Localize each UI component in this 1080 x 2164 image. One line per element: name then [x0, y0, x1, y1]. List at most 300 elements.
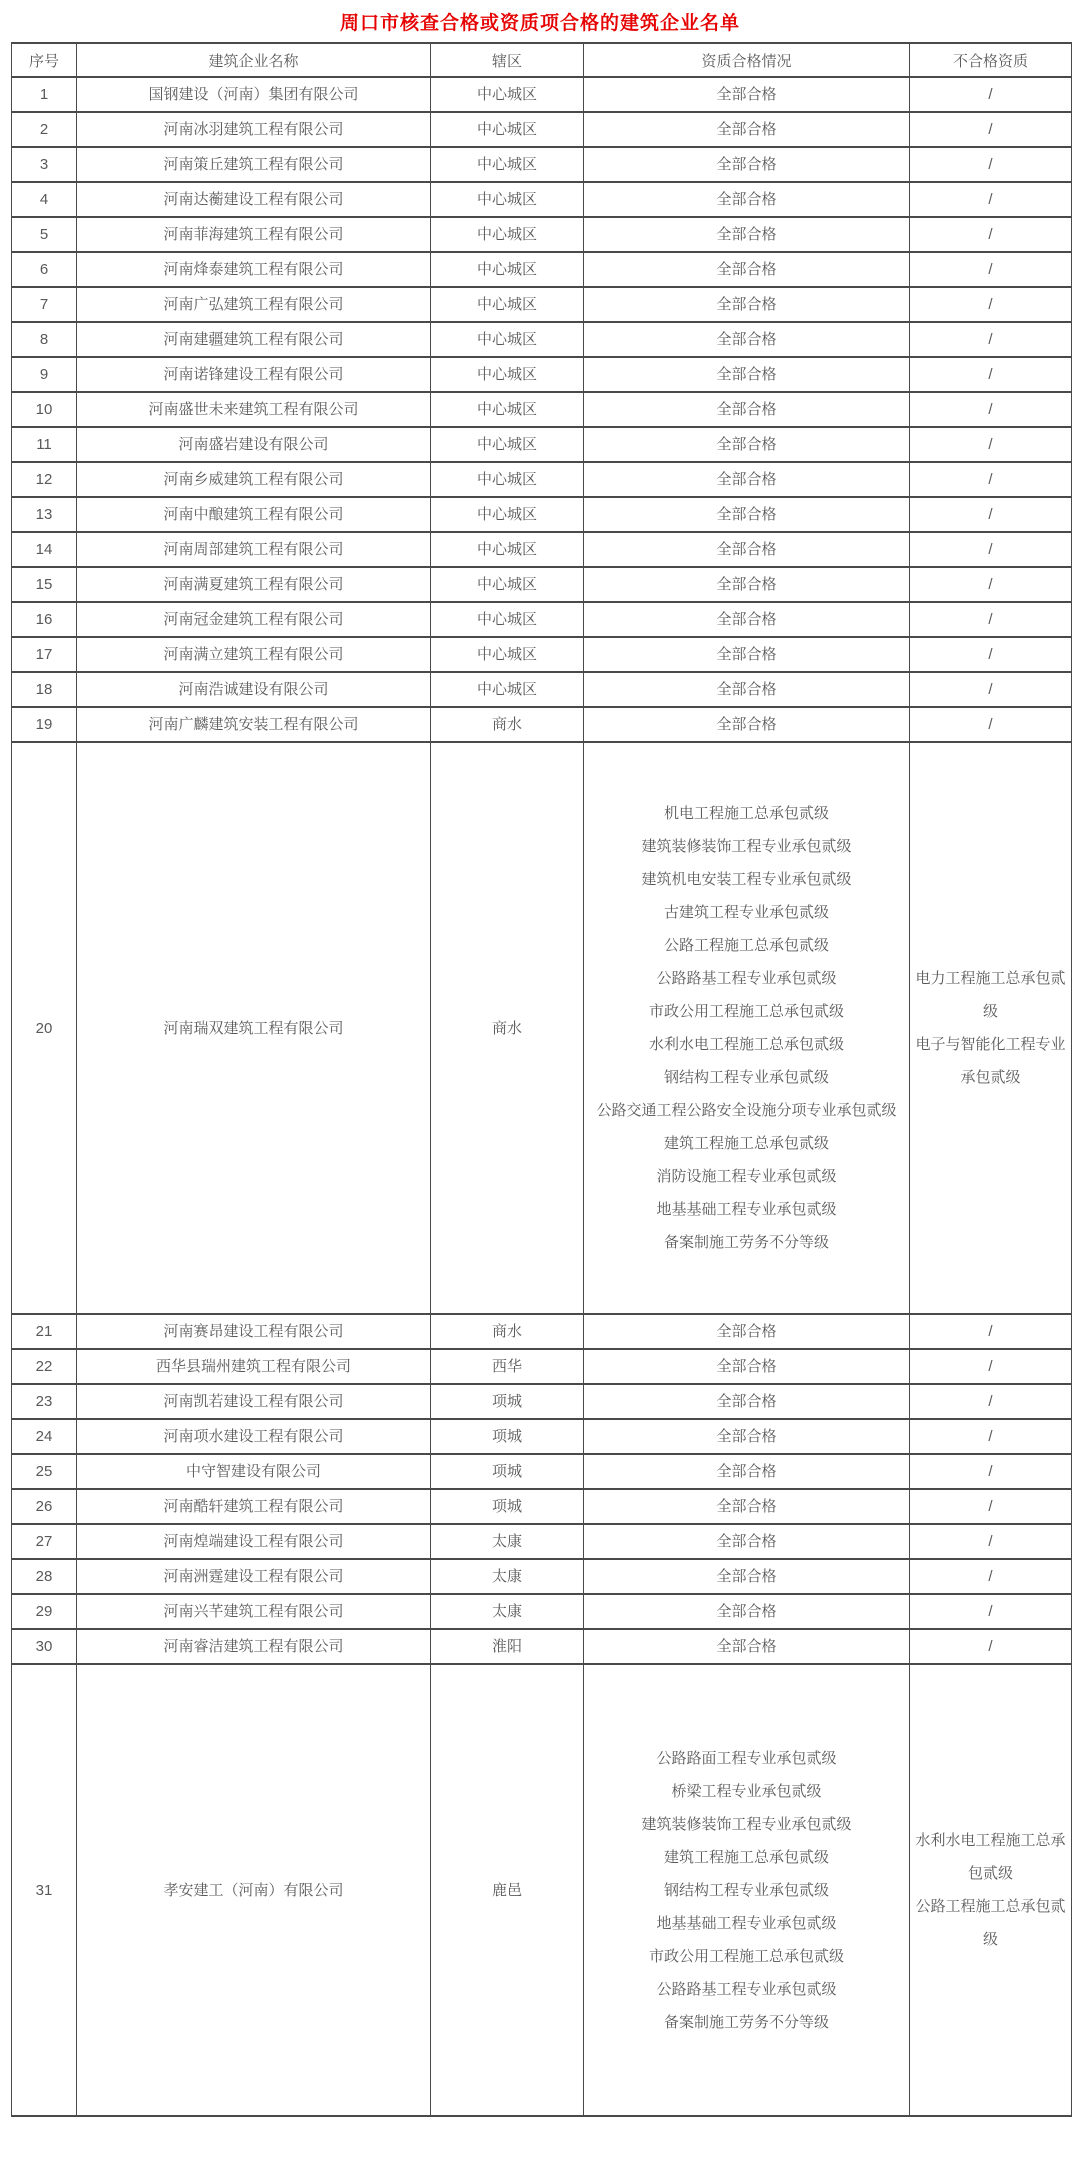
row-qualified-line: 全部合格 [716, 401, 777, 418]
row-company-name-line: 河南睿洁建筑工程有限公司 [163, 1638, 344, 1655]
row-district-line: 太康 [491, 1603, 522, 1620]
row-qualified-line: 全部合格 [716, 366, 777, 383]
row-company-name [77, 1594, 431, 1629]
row-serial-number [12, 742, 77, 1314]
row-district [431, 602, 584, 637]
row-unqualified-line: / [988, 681, 993, 698]
row-unqualified-line: / [988, 366, 993, 383]
row-district-line: 商水 [491, 1323, 522, 1340]
row-unqualified [910, 1489, 1072, 1524]
row-district-line: 项城 [491, 1393, 522, 1410]
row-company-name [77, 217, 431, 252]
row-serial-number-line: 8 [39, 331, 49, 348]
row-serial-number [12, 637, 77, 672]
row-qualified [584, 77, 910, 112]
row-serial-number-line: 26 [35, 1498, 53, 1515]
row-qualified-line: 公路路面工程专业承包贰级 [656, 1749, 837, 1767]
row-qualified [584, 1664, 910, 2116]
row-district [431, 1594, 584, 1629]
row-company-name [77, 567, 431, 602]
table-row [12, 392, 1072, 427]
row-serial-number [12, 147, 77, 182]
row-qualified [584, 1629, 910, 1664]
row-qualified-line: 全部合格 [716, 471, 777, 488]
row-company-name [77, 1489, 431, 1524]
row-district [431, 357, 584, 392]
row-district [431, 462, 584, 497]
row-company-name-line: 河南冰羽建筑工程有限公司 [163, 121, 344, 138]
row-serial-number [12, 1419, 77, 1454]
row-company-name-line: 河南广弘建筑工程有限公司 [163, 296, 344, 313]
row-unqualified [910, 532, 1072, 567]
row-unqualified [910, 672, 1072, 707]
table-row [12, 252, 1072, 287]
row-district-line: 中心城区 [476, 156, 537, 173]
row-company-name [77, 602, 431, 637]
row-district-line: 商水 [491, 716, 522, 733]
row-qualified-line: 全部合格 [716, 331, 777, 348]
row-company-name-line: 中守智建设有限公司 [185, 1463, 321, 1480]
row-unqualified-line: / [988, 436, 993, 453]
row-district-line: 中心城区 [476, 366, 537, 383]
row-unqualified-line: / [988, 191, 993, 208]
row-company-name [77, 392, 431, 427]
row-qualified [584, 252, 910, 287]
row-company-name-line: 河南满立建筑工程有限公司 [163, 646, 344, 663]
table-row [12, 1419, 1072, 1454]
row-district [431, 112, 584, 147]
table-row [12, 1594, 1072, 1629]
row-qualified [584, 602, 910, 637]
row-qualified [584, 287, 910, 322]
row-district-line: 项城 [491, 1428, 522, 1445]
row-company-name-line: 河南策丘建筑工程有限公司 [163, 156, 344, 173]
row-company-name-line: 河南烽泰建筑工程有限公司 [163, 261, 344, 278]
row-qualified-line: 全部合格 [716, 1498, 777, 1515]
row-qualified [584, 1594, 910, 1629]
row-unqualified [910, 217, 1072, 252]
row-serial-number-line: 11 [36, 436, 52, 453]
row-district [431, 182, 584, 217]
row-qualified-line: 古建筑工程专业承包贰级 [663, 904, 829, 921]
row-district-line: 中心城区 [476, 506, 537, 523]
table-header-row [12, 43, 1072, 77]
row-unqualified-line: / [988, 471, 993, 488]
row-qualified [584, 1524, 910, 1559]
row-qualified-line: 市政公用工程施工总承包贰级 [648, 1003, 844, 1020]
row-unqualified-line: / [988, 1603, 993, 1620]
row-serial-number [12, 1349, 77, 1384]
row-company-name [77, 1314, 431, 1349]
row-qualified-line: 机电工程施工总承包贰级 [663, 805, 829, 822]
row-district [431, 322, 584, 357]
header-company-name: 建筑企业名称 [77, 43, 431, 77]
row-district-line: 西华 [491, 1358, 522, 1375]
row-company-name [77, 707, 431, 742]
row-district-line: 太康 [491, 1568, 522, 1585]
row-qualified-line: 全部合格 [716, 1533, 777, 1550]
row-serial-number-line: 1 [39, 86, 49, 103]
table-row [12, 532, 1072, 567]
row-unqualified [910, 1314, 1072, 1349]
row-company-name [77, 322, 431, 357]
row-company-name-line: 西华县瑞州建筑工程有限公司 [155, 1358, 351, 1375]
row-qualified [584, 1384, 910, 1419]
row-qualified-line: 消防设施工程专业承包贰级 [656, 1168, 837, 1185]
row-qualified-line: 建筑机电安装工程专业承包贰级 [641, 871, 852, 888]
row-unqualified-line: / [988, 401, 993, 418]
row-company-name [77, 1559, 431, 1594]
table-row [12, 637, 1072, 672]
row-serial-number [12, 357, 77, 392]
row-serial-number [12, 77, 77, 112]
row-serial-number [12, 1629, 77, 1664]
table-row [12, 567, 1072, 602]
row-qualified-line: 公路路基工程专业承包贰级 [656, 1980, 837, 1998]
row-company-name [77, 112, 431, 147]
row-serial-number [12, 217, 77, 252]
row-company-name-line: 河南建疆建筑工程有限公司 [163, 331, 344, 348]
row-company-name-line: 河南菲海建筑工程有限公司 [163, 226, 344, 243]
row-unqualified-line: / [988, 1323, 993, 1340]
row-district-line: 中心城区 [476, 611, 537, 628]
row-company-name [77, 147, 431, 182]
row-company-name [77, 1454, 431, 1489]
row-unqualified-line: 电子与智能化工程专业承包贰级 [915, 1036, 1066, 1086]
row-unqualified [910, 182, 1072, 217]
row-district-line: 中心城区 [476, 471, 537, 488]
row-qualified [584, 532, 910, 567]
row-company-name-line: 河南赛昂建设工程有限公司 [163, 1323, 344, 1340]
table-row [12, 427, 1072, 462]
row-serial-number-line: 17 [35, 646, 53, 663]
row-qualified-line: 全部合格 [716, 86, 777, 103]
row-company-name-line: 河南诺锋建设工程有限公司 [163, 366, 344, 383]
row-company-name [77, 497, 431, 532]
row-qualified-line: 全部合格 [716, 541, 777, 558]
row-qualified-line: 全部合格 [716, 611, 777, 628]
row-serial-number [12, 602, 77, 637]
row-qualified-line: 全部合格 [716, 1603, 777, 1620]
row-company-name [77, 637, 431, 672]
row-qualified [584, 322, 910, 357]
row-qualified-line: 全部合格 [716, 716, 777, 733]
row-district [431, 217, 584, 252]
row-serial-number-line: 13 [35, 506, 53, 523]
row-unqualified [910, 462, 1072, 497]
row-serial-number-line: 9 [39, 366, 49, 383]
row-serial-number-line: 6 [39, 261, 49, 278]
row-serial-number-line: 24 [35, 1428, 53, 1445]
row-company-name [77, 532, 431, 567]
table-row [12, 77, 1072, 112]
row-unqualified [910, 322, 1072, 357]
row-serial-number [12, 1664, 77, 2116]
row-qualified-line: 备案制施工劳务不分等级 [663, 2013, 829, 2031]
row-company-name [77, 672, 431, 707]
row-company-name [77, 427, 431, 462]
row-qualified [584, 112, 910, 147]
row-qualified [584, 1349, 910, 1384]
row-qualified-line: 地基基础工程专业承包贰级 [656, 1201, 837, 1218]
row-unqualified [910, 707, 1072, 742]
row-qualified-line: 全部合格 [716, 296, 777, 313]
row-district-line: 中心城区 [476, 261, 537, 278]
row-company-name-line: 河南满夏建筑工程有限公司 [163, 576, 344, 593]
row-qualified-line: 全部合格 [716, 226, 777, 243]
row-company-name [77, 1384, 431, 1419]
row-unqualified [910, 1664, 1072, 2116]
row-district-line: 项城 [491, 1463, 522, 1480]
row-district-line: 商水 [491, 1019, 522, 1037]
row-unqualified [910, 1384, 1072, 1419]
row-unqualified-line: / [988, 1498, 993, 1515]
table-row [12, 1349, 1072, 1384]
row-unqualified [910, 1629, 1072, 1664]
row-district-line: 中心城区 [476, 331, 537, 348]
row-qualified-line: 建筑装修装饰工程专业承包贰级 [641, 1815, 852, 1833]
row-district [431, 1419, 584, 1454]
row-qualified-line: 水利水电工程施工总承包贰级 [648, 1036, 844, 1053]
row-district-line: 中心城区 [476, 401, 537, 418]
table-row [12, 217, 1072, 252]
row-district-line: 中心城区 [476, 86, 537, 103]
row-district [431, 637, 584, 672]
row-unqualified-line: / [988, 296, 993, 313]
row-serial-number-line: 7 [39, 296, 49, 313]
table-row [12, 1489, 1072, 1524]
row-unqualified [910, 357, 1072, 392]
companies-table [11, 42, 1072, 2117]
row-unqualified-line: / [988, 716, 993, 733]
row-district [431, 147, 584, 182]
row-qualified-line: 全部合格 [716, 1638, 777, 1655]
header-unqualified-items: 不合格资质 [910, 43, 1072, 77]
row-serial-number-line: 27 [35, 1533, 53, 1550]
row-qualified-line: 全部合格 [716, 1568, 777, 1585]
row-company-name-line: 河南盛岩建设有限公司 [178, 436, 329, 453]
row-company-name-line: 河南兴芊建筑工程有限公司 [163, 1603, 344, 1620]
row-district [431, 497, 584, 532]
row-unqualified [910, 147, 1072, 182]
row-unqualified-line: / [988, 1533, 993, 1550]
row-serial-number-line: 4 [39, 191, 49, 208]
row-serial-number-line: 19 [35, 716, 53, 733]
header-district: 辖区 [431, 43, 584, 77]
row-district [431, 1314, 584, 1349]
row-unqualified-line: 电力工程施工总承包贰级 [915, 970, 1066, 1020]
row-district-line: 中心城区 [476, 296, 537, 313]
row-qualified-line: 备案制施工劳务不分等级 [663, 1234, 829, 1251]
row-unqualified [910, 252, 1072, 287]
row-unqualified-line: / [988, 1428, 993, 1445]
row-serial-number [12, 1524, 77, 1559]
row-company-name [77, 252, 431, 287]
row-serial-number-line: 20 [35, 1019, 53, 1037]
row-serial-number [12, 392, 77, 427]
row-serial-number [12, 287, 77, 322]
row-qualified-line: 全部合格 [716, 1393, 777, 1410]
row-unqualified-line: / [988, 331, 993, 348]
row-unqualified-line: / [988, 611, 993, 628]
row-qualified [584, 672, 910, 707]
row-district [431, 1349, 584, 1384]
row-serial-number [12, 1559, 77, 1594]
row-district-line: 中心城区 [476, 226, 537, 243]
row-district-line: 太康 [491, 1533, 522, 1550]
row-company-name-line: 河南盛世未来建筑工程有限公司 [148, 401, 359, 418]
table-row [12, 322, 1072, 357]
table-row [12, 1664, 1072, 2116]
row-company-name-line: 孝安建工（河南）有限公司 [163, 1881, 344, 1899]
row-company-name-line: 河南煌端建设工程有限公司 [163, 1533, 344, 1550]
row-qualified-line: 桥梁工程专业承包贰级 [671, 1782, 822, 1800]
row-company-name-line: 河南广麟建筑安装工程有限公司 [148, 716, 359, 733]
row-qualified-line: 建筑工程施工总承包贰级 [663, 1135, 829, 1152]
row-company-name [77, 1419, 431, 1454]
row-unqualified-line: / [988, 1463, 993, 1480]
row-serial-number [12, 567, 77, 602]
row-company-name-line: 河南酷轩建筑工程有限公司 [163, 1498, 344, 1515]
row-company-name-line: 河南洲霆建设工程有限公司 [163, 1568, 344, 1585]
row-district-line: 中心城区 [476, 121, 537, 138]
row-district [431, 1629, 584, 1664]
row-unqualified-line: / [988, 576, 993, 593]
row-serial-number-line: 12 [35, 471, 53, 488]
row-serial-number [12, 1384, 77, 1419]
header-serial-number: 序号 [12, 43, 77, 77]
row-district [431, 707, 584, 742]
row-unqualified [910, 1419, 1072, 1454]
table-row [12, 672, 1072, 707]
row-serial-number-line: 10 [35, 401, 53, 418]
row-qualified [584, 182, 910, 217]
row-qualified-line: 全部合格 [716, 436, 777, 453]
row-serial-number-line: 18 [35, 681, 53, 698]
row-unqualified [910, 392, 1072, 427]
row-qualified [584, 462, 910, 497]
table-row [12, 1454, 1072, 1489]
table-header [12, 43, 1072, 77]
row-district [431, 742, 584, 1314]
row-serial-number [12, 252, 77, 287]
row-unqualified-line: / [988, 226, 993, 243]
table-row [12, 287, 1072, 322]
row-district-line: 项城 [491, 1498, 522, 1515]
row-company-name [77, 462, 431, 497]
row-qualified [584, 217, 910, 252]
row-company-name-line: 国钢建设（河南）集团有限公司 [148, 86, 359, 103]
row-qualified-line: 全部合格 [716, 681, 777, 698]
row-qualified-line: 公路工程施工总承包贰级 [663, 937, 829, 954]
row-district-line: 中心城区 [476, 191, 537, 208]
row-serial-number [12, 112, 77, 147]
row-qualified-line: 钢结构工程专业承包贰级 [663, 1069, 829, 1086]
row-qualified-line: 全部合格 [716, 1323, 777, 1340]
row-unqualified [910, 77, 1072, 112]
row-company-name-line: 河南浩诚建设有限公司 [178, 681, 329, 698]
row-unqualified-line: / [988, 86, 993, 103]
row-qualified [584, 1489, 910, 1524]
row-company-name [77, 182, 431, 217]
row-company-name [77, 287, 431, 322]
table-row [12, 112, 1072, 147]
table-row [12, 1314, 1072, 1349]
table-row [12, 357, 1072, 392]
row-district [431, 672, 584, 707]
table-body [12, 77, 1072, 2116]
table-row [12, 1384, 1072, 1419]
row-unqualified-line: 水利水电工程施工总承包贰级 [915, 1832, 1066, 1882]
row-serial-number [12, 497, 77, 532]
row-company-name-line: 河南冠金建筑工程有限公司 [163, 611, 344, 628]
row-serial-number [12, 532, 77, 567]
row-qualified [584, 1454, 910, 1489]
row-qualified-line: 全部合格 [716, 1463, 777, 1480]
row-district [431, 252, 584, 287]
row-company-name [77, 357, 431, 392]
table-row [12, 462, 1072, 497]
row-district [431, 287, 584, 322]
row-serial-number-line: 29 [35, 1603, 53, 1620]
row-company-name-line: 河南达蘅建设工程有限公司 [163, 191, 344, 208]
row-district-line: 淮阳 [491, 1638, 522, 1655]
row-qualified-line: 全部合格 [716, 646, 777, 663]
row-qualified-line: 建筑装修装饰工程专业承包贰级 [641, 838, 852, 855]
header-qualified-status: 资质合格情况 [584, 43, 910, 77]
row-serial-number [12, 1594, 77, 1629]
row-serial-number-line: 15 [35, 576, 53, 593]
row-serial-number [12, 672, 77, 707]
row-qualified-line: 全部合格 [716, 506, 777, 523]
row-serial-number [12, 427, 77, 462]
row-qualified-line: 全部合格 [716, 261, 777, 278]
row-qualified [584, 147, 910, 182]
row-serial-number-line: 31 [35, 1881, 53, 1899]
row-qualified [584, 392, 910, 427]
row-unqualified-line: / [988, 1358, 993, 1375]
row-company-name-line: 河南周部建筑工程有限公司 [163, 541, 344, 558]
row-serial-number-line: 16 [35, 611, 53, 628]
table-row [12, 497, 1072, 532]
row-district-line: 中心城区 [476, 681, 537, 698]
row-unqualified [910, 1454, 1072, 1489]
row-district-line: 鹿邑 [491, 1881, 522, 1899]
row-serial-number [12, 707, 77, 742]
table-row [12, 707, 1072, 742]
row-serial-number-line: 25 [35, 1463, 53, 1480]
row-unqualified-line: / [988, 506, 993, 523]
row-district-line: 中心城区 [476, 541, 537, 558]
row-unqualified [910, 637, 1072, 672]
row-qualified-line: 全部合格 [716, 1358, 777, 1375]
row-district [431, 1489, 584, 1524]
row-company-name [77, 1664, 431, 2116]
row-serial-number-line: 28 [35, 1568, 53, 1585]
row-qualified-line: 地基基础工程专业承包贰级 [656, 1914, 837, 1932]
row-serial-number-line: 14 [35, 541, 53, 558]
row-district [431, 77, 584, 112]
table-row [12, 742, 1072, 1314]
row-unqualified-line: / [988, 121, 993, 138]
row-unqualified-line: / [988, 1568, 993, 1585]
row-company-name-line: 河南项水建设工程有限公司 [163, 1428, 344, 1445]
row-unqualified-line: / [988, 541, 993, 558]
row-qualified [584, 497, 910, 532]
row-unqualified [910, 1349, 1072, 1384]
row-unqualified [910, 427, 1072, 462]
row-qualified-line: 公路路基工程专业承包贰级 [656, 970, 837, 987]
